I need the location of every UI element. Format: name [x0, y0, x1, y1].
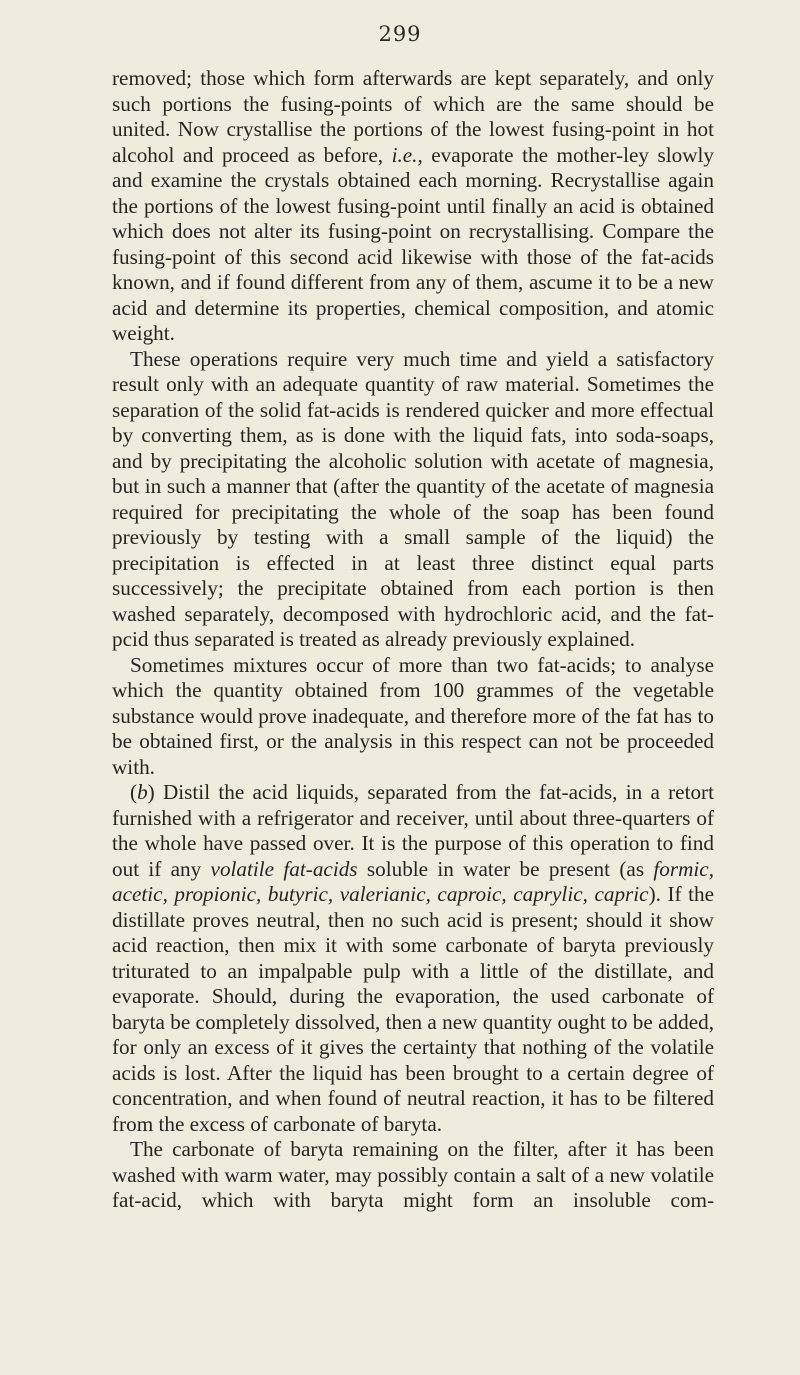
paragraph-2 [112, 347, 714, 653]
paragraph-1 [112, 66, 714, 347]
page-number: 299 [378, 22, 422, 46]
paragraph-5 [112, 1137, 714, 1214]
paragraph-4-italic: volatile fat-acids [210, 856, 358, 881]
paragraph-5-text: The carbonate of baryta remaining on the filter, after it has been washed with warm water, may possibly contain a salt of a new volatile fat-acid, which with baryta might form an insoluble com- [112, 1137, 714, 1212]
paragraph-1-text-after: evaporate the mother-ley slowly and examine the crystals obtained each morning. Recrystallise again the portions of the lowest fusing-point until finally an acid is obtained which does not alter its fusing-point on recrystallising. Compare the fusing-point of this second acid likewise with those of the fat-acids known, and if found different from any of them, ascume it to be a new acid and determine its properties, chemical composition, and atomic weight. [112, 142, 715, 345]
paragraph-4-label: (b) [130, 780, 155, 804]
paragraph-1-text: removed; those which form afterwards are kept separately, and only such portions the fusing-points of which are the same should be united. Now crystallise the portions of the lowest fusing-point in hot alcohol and proceed as before, [112, 66, 714, 167]
paragraph-3-text: Sometimes mixtures occur of more than two fat-acids; to analyse which the quantity obtained from 100 grammes of the vegetable substance would prove inadequate, and therefore more of the fat has to be obtained first, or the analysis in this respect can not be proceeded with. [112, 652, 714, 779]
paragraph-4-text-after: ). If the distillate proves neutral, then no such acid is present; should it show acid reaction, then mix it with some carbonate of baryta previously triturated to an impalpable pulp with a little of the distillate, and evaporate. Should, during the evaporation, the used carbonate of baryta be completely dissolved, then a new quantity ought to be added, for only an excess of it gives the certainty that nothing of the volatile acids is lost. After the liquid has been brought to a certain degree of concentration, and when found of neutral reaction, it has to be filtered from the excess of carbonate of baryta. [112, 882, 714, 1136]
paragraph-2-text: These operations require very much time and yield a satisfactory result only with an adequate quantity of raw material. Sometimes the separation of the solid fat-acids is rendered quicker and more effectual by converting them, as is done with the liquid fats, into soda-soaps, and by precipitating the alcoholic solution with acetate of magnesia, but in such a manner that (after the quantity of the acetate of magnesia required for precipitating the whole of the soap has been found previously by testing with a small sample of the liquid) the precipitation is effected in at least three distinct equal parts successively; the precipitate obtained from each portion is then washed separately, decomposed with hydrochloric acid, and the fat-pcid thus separated is treated as already previously explained. [112, 346, 714, 651]
paragraph-4-italic-list: formic, acetic, propionic, butyric, valerianic, caproic, caprylic, capric [112, 856, 714, 906]
paragraph-4 [112, 780, 714, 1137]
paragraph-4-label-letter: b [137, 780, 148, 804]
paragraph-4-text-mid: soluble in water be present (as [357, 856, 654, 881]
paragraph-1-italic: i.e., [391, 142, 423, 167]
paragraph-4-text: Distil the acid liquids, separated from the fat-acids, in a retort furnished with a refrigerator and receiver, until about three-quarters of the whole have passed over. It is the purpose of this operation to find out if any [112, 780, 714, 881]
body-text [112, 66, 714, 1214]
paragraph-3 [112, 653, 714, 781]
